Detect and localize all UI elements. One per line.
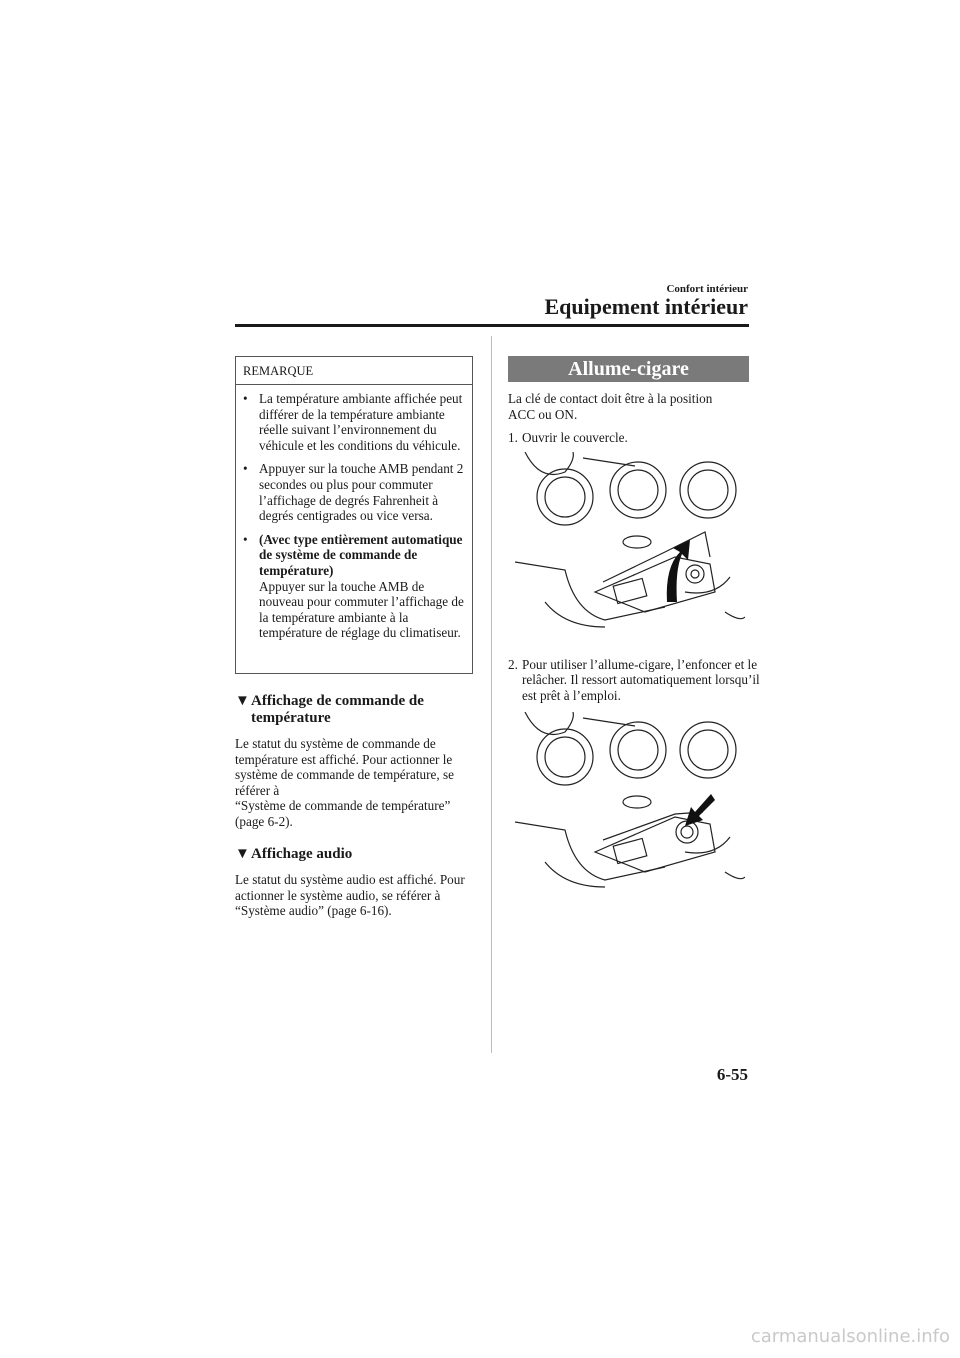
note-item <box>242 461 470 523</box>
lighter-intro: La clé de contact doit être à la position ACC ou ON. <box>508 391 713 422</box>
header-divider <box>235 324 749 327</box>
cross-reference-link[interactable]: “Système de commande de température” (page 6-2). <box>235 798 451 829</box>
column-divider <box>491 336 492 1053</box>
paragraph: Le statut du système de commande de température est affiché. Pour actionner le système de commande de température, se référer à <box>235 736 454 798</box>
triangle-marker-icon: ▼ <box>235 693 250 709</box>
step-number: 1. <box>508 430 518 445</box>
heading-line: Affichage audio <box>251 846 353 862</box>
note-item-text: Appuyer sur la touche AMB pendant 2 secondes ou plus pour commuter l’affichage de degrés Fahrenheit à degrés centigrades ou vice versa. <box>259 461 464 524</box>
watermark: carmanualsonline.info <box>750 1326 950 1347</box>
note-divider <box>236 384 472 385</box>
step-number: 2. <box>508 656 518 672</box>
page-title: Equipement intérieur <box>544 294 748 319</box>
section-banner: Allume-cigare <box>508 356 749 382</box>
note-list <box>242 391 470 649</box>
temperature-body <box>235 736 480 830</box>
step-text: Ouvrir le couvercle. <box>522 430 628 445</box>
note-item-text: Appuyer sur la touche AMB de nouveau pour commuter l’affichage de la température ambiante à la température de réglage du climatiseur. <box>259 578 464 641</box>
step-item <box>508 657 764 704</box>
note-title: REMARQUE <box>243 364 314 378</box>
triangle-marker-icon: ▼ <box>235 846 250 862</box>
note-item-text: La température ambiante affichée peut différer de la température ambiante réelle suivant l’environnement du véhicule et les conditions du véhicule. <box>259 391 463 453</box>
step-text: Pour utiliser l’allume-cigare, l’enfoncer et le relâcher. Il ressort automatiquement lorsqu’il est prêt à l’emploi. <box>522 656 760 703</box>
bullet-icon: • <box>243 531 248 547</box>
step-item <box>508 430 762 446</box>
note-item <box>242 391 470 453</box>
note-item <box>242 532 470 641</box>
heading-line: Affichage de commande de <box>251 693 424 709</box>
press-arrow-icon <box>685 794 715 826</box>
lighter-press-illustration <box>515 712 745 890</box>
page-number: 6-55 <box>716 1065 748 1084</box>
bullet-icon: • <box>243 391 248 406</box>
note-item-heading: (Avec type entièrement automatique de système de commande de température) <box>259 531 463 578</box>
note-box <box>235 356 473 674</box>
bullet-icon: • <box>243 461 248 477</box>
heading-line: température <box>251 710 331 726</box>
section-heading-audio <box>235 846 475 863</box>
lighter-cover-illustration <box>515 452 745 632</box>
section-heading-temperature <box>235 693 475 727</box>
section-label: Confort intérieur <box>666 283 748 295</box>
audio-body: Le statut du système audio est affiché. Pour actionner le système audio, se référer à “Système audio” (page 6-16). <box>235 872 465 919</box>
